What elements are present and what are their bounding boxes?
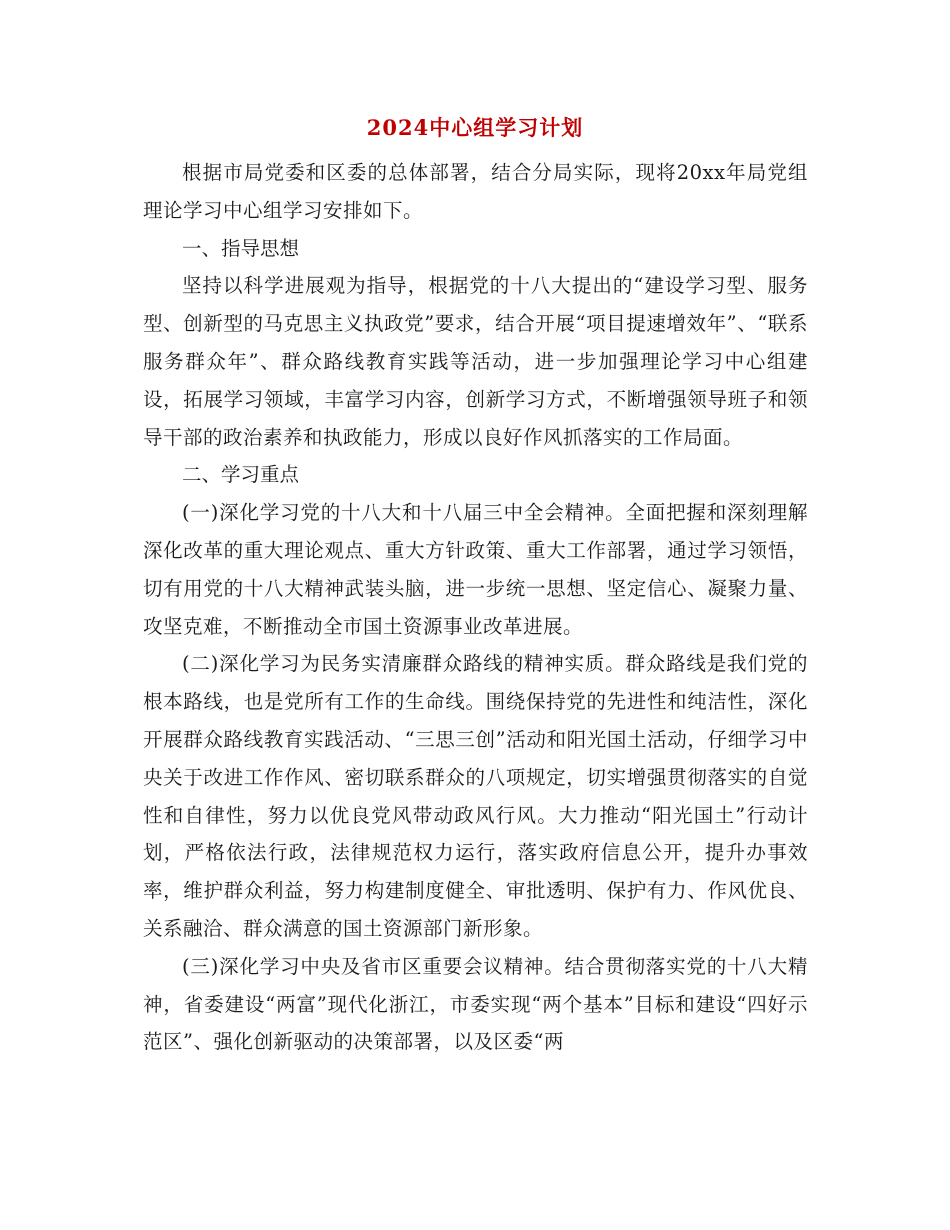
document-title: 2024中心组学习计划 [366, 115, 584, 140]
intro-paragraph: 根据市局党委和区委的总体部署，结合分局实际，现将20xx年局党组理论学习中心组学习安排如下。 [143, 161, 808, 222]
document-body [143, 154, 808, 1061]
study-point-1: (一)深化学习党的十八大和十八届三中全会精神。全面把握和深刻理解深化改革的重大理论观点、重大方针政策、重大工作部署，通过学习领悟，切有用党的十八大精神武装头脑，进一步统一思想、坚定信心、凝聚力量、攻坚克难，不断推动全市国土资源事业改革进展。 [143, 501, 808, 638]
study-point-3: (三)深化学习中央及省市区重要会议精神。结合贯彻落实党的十八大精神，省委建设“两富”现代化浙江，市委实现“两个基本”目标和建设“四好示范区”、强化创新驱动的决策部署，以及区委“两 [143, 954, 808, 1054]
section-heading-guiding-thought: 一、指导思想 [182, 236, 300, 260]
study-point-2: (二)深化学习为民务实清廉群众路线的精神实质。群众路线是我们党的根本路线，也是党所有工作的生命线。围绕保持党的先进性和纯洁性，深化开展群众路线教育实践活动、“三思三创”活动和阳光国土活动，仔细学习中央关于改进工作作风、密切联系群众的八项规定，切实增强贯彻落实的自觉性和自律性，努力以优良党风带动政风行风。大力推动“阳光国土”行动计划，严格依法行政，法律规范权力运行，落实政府信息公开，提升办事效率，维护群众利益，努力构建制度健全、审批透明、保护有力、作风优良、关系融洽、群众满意的国土资源部门新形象。 [143, 652, 808, 940]
guiding-thought-paragraph: 坚持以科学进展观为指导，根据党的十八大提出的“建设学习型、服务型、创新型的马克思主义执政党”要求，结合开展“项目提速增效年”、“联系服务群众年”、群众路线教育实践等活动，进一步加强理论学习中心组建设，拓展学习领域，丰富学习内容，创新学习方式，不断增强领导班子和领导干部的政治素养和执政能力，形成以良好作风抓落实的工作局面。 [143, 274, 808, 449]
section-heading-study-focus: 二、学习重点 [182, 463, 300, 487]
